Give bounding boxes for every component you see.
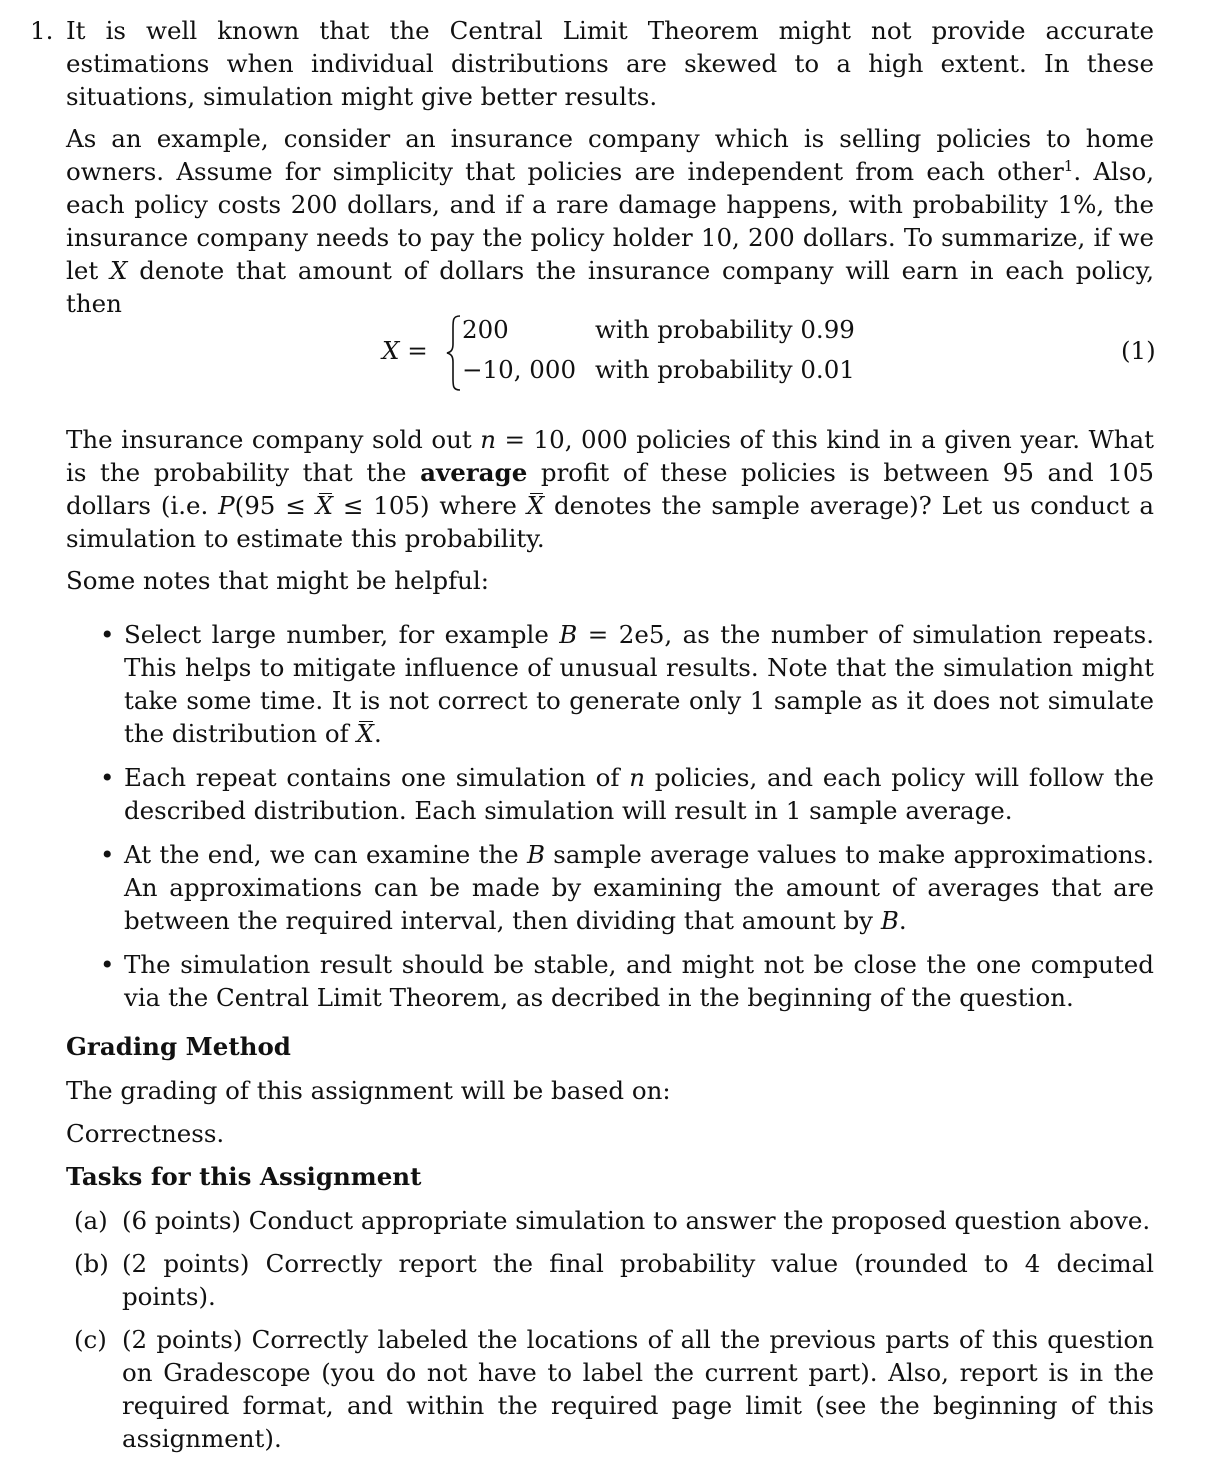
intro-text: It is well known that the Central Limit Theorem might not provide accurate estimations when individual distributions are skewed to a high extent. In these situations, simulation might give better results. — [66, 16, 1154, 111]
tasks-heading: Tasks for this Assignment — [66, 1162, 422, 1191]
question-text-4: denotes the sample average)? Let us conduct a simulation to estimate this probability. — [66, 491, 1154, 553]
variable-b-3: B — [880, 906, 899, 935]
bullet-dot: • — [100, 950, 115, 979]
note3-text-1: At the end, we can examine the — [124, 840, 519, 869]
task-c-label: (c) — [74, 1325, 107, 1354]
bold-average: average — [420, 458, 528, 487]
sample-mean-symbol: X — [315, 491, 334, 520]
note3-end: . — [898, 906, 907, 935]
case2-value: −10, 000 — [462, 355, 577, 384]
bullet-dot: • — [100, 840, 115, 869]
note2-text-1: Each repeat contains one simulation of — [124, 763, 620, 792]
task-b-label: (b) — [74, 1249, 109, 1278]
variable-x: X — [109, 256, 128, 285]
case1-value: 200 — [462, 315, 509, 344]
list-item: • Select large number, for example B = 2e5, as the number of simulation repeats. This helps to mitigate influence of unusual results. Note that the simulation might take some time. It is not correct to generate only 1 sample as it does not simulate the distribution of X. — [100, 620, 1154, 748]
task-b-text: (2 points) Correctly report the final probability value (rounded to 4 decimal points). — [122, 1249, 1154, 1311]
example-paragraph — [66, 122, 1154, 320]
question-number: 1. — [30, 16, 54, 45]
list-item — [100, 761, 1154, 827]
variable-n-2: n — [629, 763, 645, 792]
list-item — [100, 948, 1154, 1014]
variable-b-2: B — [526, 840, 545, 869]
task-b — [74, 1247, 1154, 1313]
bullet-dot: • — [100, 763, 115, 792]
sample-mean-symbol-3: X — [356, 719, 374, 748]
example-text-2: . Also, each policy costs 200 dollars, and if a rare damage happens, with probability 1%, the insurance company needs to pay the policy holder 10, 200 dollars. To summarize, if we let — [66, 157, 1154, 285]
question-text-2: = 10, 000 policies of this kind in a given year. What is the probability that the — [66, 425, 1154, 487]
note4-text: The simulation result should be stable, and might not be close the one computed via the Central Limit Theorem, as decribed in the beginning of the question. — [124, 950, 1154, 1012]
tasks-list — [74, 1204, 1154, 1465]
variable-n: n — [480, 425, 497, 454]
notes-list — [100, 618, 1154, 1025]
list-item — [100, 838, 1154, 937]
task-c-text: (2 points) Correctly labeled the locations of all the previous parts of this question on Gradescope (you do not have to label the current part). Also, report is in the required format, and within the required page limit (see the beginning of this assignment). — [122, 1325, 1154, 1453]
grading-heading: Grading Method — [66, 1032, 291, 1061]
note1-text-2: = 2e5, as the number of simulation repeats. This helps to mitigate influence of unusual results. Note that the simulation might take some time. It is not correct to generate only 1 sample as it does not simulate the distribution of — [124, 620, 1154, 748]
case1-condition: with probability 0.99 — [595, 315, 855, 344]
task-a-text: (6 points) Conduct appropriate simulation to answer the proposed question above. — [122, 1206, 1151, 1235]
question-paragraph — [66, 423, 1154, 555]
grading-text: The grading of this assignment will be based on: — [66, 1076, 671, 1105]
task-a-label: (a) — [74, 1206, 108, 1235]
note3-text-2: sample average values to make approximations. An approximations can be made by examining the amount of averages that are between the required interval, then dividing that amount by — [124, 840, 1154, 935]
note2-text-2: policies, and each policy will follow the described distribution. Each simulation will result in 1 sample average. — [124, 763, 1154, 825]
note1-text-1: Select large number, for example — [124, 620, 549, 649]
prob-upper: ≤ 105) where — [342, 491, 517, 520]
example-text-1: As an example, consider an insurance company which is selling policies to home owners. Assume for simplicity that policies are independent from each other — [66, 124, 1154, 186]
prob-lower: (95 ≤ — [234, 491, 306, 520]
grading-criterion: Correctness. — [66, 1119, 225, 1148]
example-text-3: denote that amount of dollars the insurance company will earn in each policy, then — [66, 256, 1154, 318]
task-c — [74, 1323, 1154, 1455]
left-brace — [446, 314, 462, 392]
notes-intro — [66, 564, 1154, 597]
sample-mean-symbol-2: X — [526, 491, 545, 520]
intro-paragraph — [66, 14, 1154, 113]
equation-lhs: X = — [382, 336, 428, 365]
footnote-marker: 1 — [1063, 157, 1074, 175]
question-text-3: profit of these policies is between 95 and 105 dollars (i.e. — [66, 458, 1154, 520]
case2-condition: with probability 0.01 — [595, 355, 855, 384]
variable-b: B — [559, 620, 578, 649]
prob-symbol: P — [218, 491, 235, 520]
equation-number: (1) — [1121, 336, 1156, 365]
bullet-dot: • — [100, 620, 115, 649]
task-a — [74, 1204, 1154, 1237]
piecewise-equation — [0, 308, 1212, 398]
notes-intro-text: Some notes that might be helpful: — [66, 566, 490, 595]
question-text-1: The insurance company sold out — [66, 425, 472, 454]
